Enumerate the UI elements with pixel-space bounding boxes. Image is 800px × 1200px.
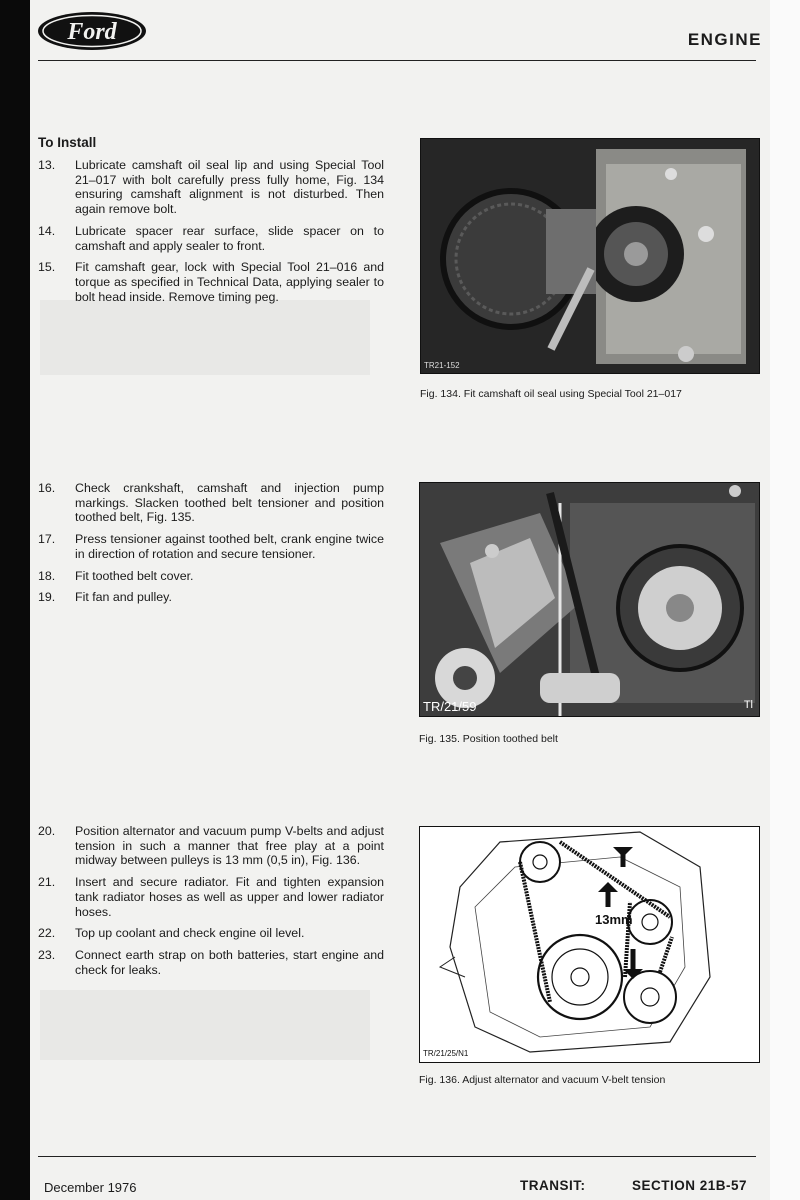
step-15: 15. Fit camshaft gear, lock with Special Tool 21–016 and torque as specified in Technical Data, applying sealer to bolt head inside. Remove timing peg. [38,260,384,304]
fig-136-drawing [419,826,760,1063]
fig-134-photo [420,138,760,374]
step-19: 19. Fit fan and pulley. [38,590,172,605]
step-20: 20. Position alternator and vacuum pump V-belts and adjust tension in such a manner that free play at a point midway between pulleys is 13 mm (0,5 in), Fig. 136. [38,824,384,868]
left-scan-margin [0,0,30,1200]
fig-134-caption: Fig. 134. Fit camshaft oil seal using Special Tool 21–017 [420,388,682,400]
step-23: 23. Connect earth strap on both batteries, start engine and check for leaks. [38,947,384,977]
step-21: 21. Insert and secure radiator. Fit and tighten expansion tank radiator hoses as well as upper and lower radiator hoses. [38,875,384,919]
step-17: 17. Press tensioner against toothed belt, crank engine twice in direction of rotation and secure tensioner. [38,532,384,561]
fig-135-photo [419,482,760,717]
install-steps-group-1 [38,158,384,311]
install-steps-group-3 [38,824,384,984]
fig-136-measure-label: 13mm [595,912,633,927]
ford-logo [36,10,148,52]
install-heading: To Install [38,135,97,150]
section-title: ENGINE [687,30,762,49]
footer-date: December 1976 [44,1180,137,1195]
fig-135-tag-right: Tl [743,699,753,711]
logo-text: Ford [67,19,117,45]
footer-section: SECTION 21B-57 [632,1178,748,1193]
step-16: 16. Check crankshaft, camshaft and injection pump markings. Slacken toothed belt tensioner and position toothed belt, Fig. 135. [38,481,384,525]
fig-136-caption: Fig. 136. Adjust alternator and vacuum V-belt tension [419,1074,666,1086]
step-18: 18. Fit toothed belt cover. [38,568,194,583]
fig-136-tag: TR/21/25/N1 [423,1049,469,1058]
fig-135-caption: Fig. 135. Position toothed belt [419,733,558,745]
fig-134-tag: TR21-152 [424,361,460,370]
right-scan-margin [770,0,800,1200]
footer-rule [38,1156,756,1157]
footer-model: TRANSIT: [520,1178,586,1193]
bleed-through-shadow [40,990,370,1060]
step-13: 13. Lubricate camshaft oil seal lip and using Special Tool 21–017 with bolt carefully press fully home, Fig. 134 ensuring camshaft alignment is not disturbed. Then again remove bolt. [38,158,384,217]
install-steps-group-2 [38,481,384,612]
step-22: 22. Top up coolant and check engine oil level. [38,926,305,941]
header-rule [38,60,756,61]
step-14: 14. Lubricate spacer rear surface, slide spacer on to camshaft and apply sealer to front. [38,223,384,253]
fig-135-tag: TR/21/59 [423,699,477,714]
